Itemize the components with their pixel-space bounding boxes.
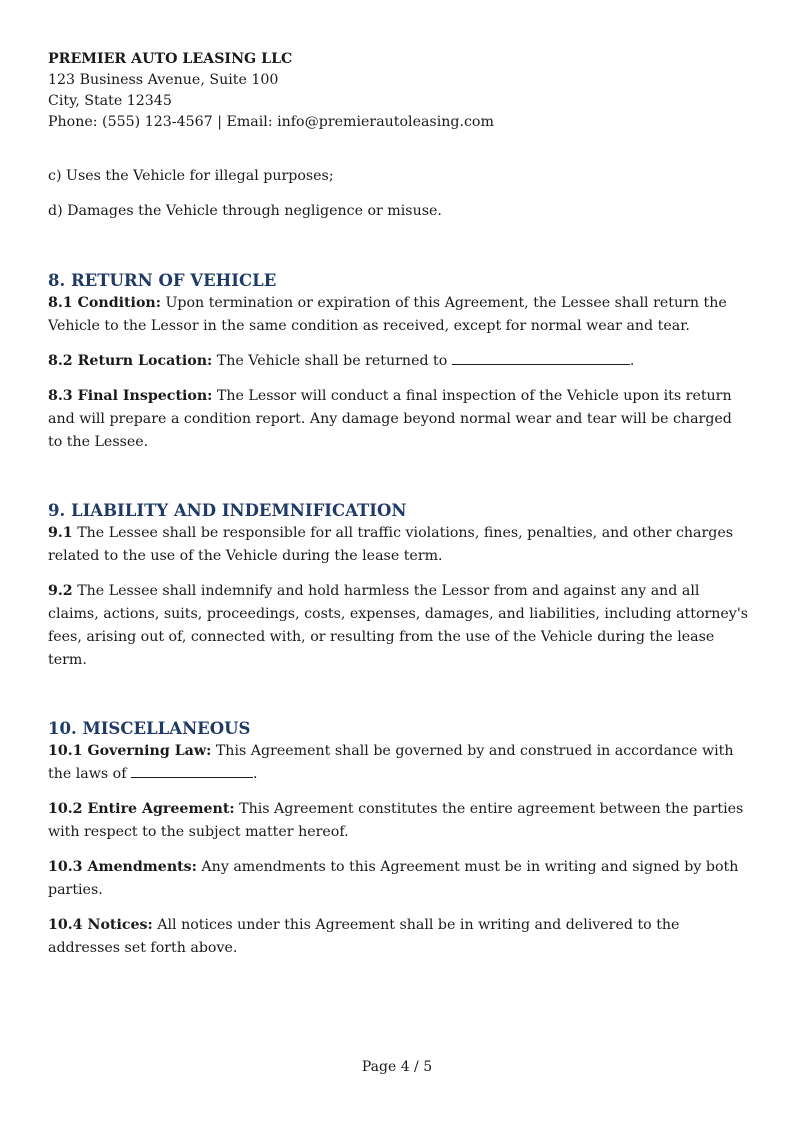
clause-10-2-label: 10.2 Entire Agreement: bbox=[48, 801, 235, 817]
clause-10-4 bbox=[48, 914, 748, 960]
clause-9-2 bbox=[48, 580, 748, 672]
clause-8-2-end: . bbox=[629, 353, 635, 369]
clause-8-2-text: The Vehicle shall be returned to bbox=[212, 353, 452, 369]
document-page bbox=[48, 49, 748, 972]
contact-line: Phone: (555) 123-4567 | Email: info@premierautoleasing.com bbox=[48, 114, 494, 130]
clause-9-2-text: The Lessee shall indemnify and hold harmless the Lessor from and against any and all claims, actions, suits, proceedings, costs, expenses, damages, and liabilities, including attorney's fees, arising out of, connected with, or resulting from the use of the Vehicle during the lease term. bbox=[48, 583, 748, 668]
clause-10-1-text: This Agreement shall be governed by and construed in accordance with the laws of bbox=[48, 743, 734, 782]
clause-d: d) Damages the Vehicle through negligence or misuse. bbox=[48, 203, 442, 219]
address-line-2: City, State 12345 bbox=[48, 93, 172, 109]
clause-8-1-label: 8.1 Condition: bbox=[48, 295, 161, 311]
clause-9-1-label: 9.1 bbox=[48, 525, 73, 541]
clause-9-2-label: 9.2 bbox=[48, 583, 73, 599]
clause-10-1-label: 10.1 Governing Law: bbox=[48, 743, 212, 759]
clause-8-1 bbox=[48, 292, 748, 338]
clause-8-2 bbox=[48, 350, 748, 373]
company-name: PREMIER AUTO LEASING LLC bbox=[48, 51, 293, 67]
address-line-1: 123 Business Avenue, Suite 100 bbox=[48, 72, 279, 88]
clause-c: c) Uses the Vehicle for illegal purposes; bbox=[48, 168, 334, 184]
clause-8-3 bbox=[48, 385, 748, 454]
governing-law-blank[interactable] bbox=[131, 764, 253, 778]
clause-8-3-label: 8.3 Final Inspection: bbox=[48, 388, 213, 404]
clause-10-4-text: All notices under this Agreement shall be in writing and delivered to the addresses set forth above. bbox=[48, 917, 680, 956]
clause-10-1-end: . bbox=[252, 766, 258, 782]
clause-10-4-label: 10.4 Notices: bbox=[48, 917, 153, 933]
clause-10-3 bbox=[48, 856, 748, 902]
letterhead bbox=[48, 49, 748, 133]
return-location-blank[interactable] bbox=[452, 351, 630, 365]
section-10-heading: 10. MISCELLANEOUS bbox=[48, 719, 251, 738]
clause-10-2-text: This Agreement constitutes the entire agreement between the parties with respect to the subject matter hereof. bbox=[48, 801, 744, 840]
clause-10-3-text: Any amendments to this Agreement must be in writing and signed by both parties. bbox=[48, 859, 739, 898]
clause-10-2 bbox=[48, 798, 748, 844]
section-8-heading: 8. RETURN OF VEHICLE bbox=[48, 271, 277, 290]
clause-9-1 bbox=[48, 522, 748, 568]
clause-8-3-text: The Lessor will conduct a final inspection of the Vehicle upon its return and will prepare a condition report. Any damage beyond normal wear and tear will be charged to the Lessee. bbox=[48, 388, 732, 450]
clause-8-1-text: Upon termination or expiration of this Agreement, the Lessee shall return the Vehicle to the Lessor in the same condition as received, except for normal wear and tear. bbox=[48, 295, 727, 334]
clause-10-1 bbox=[48, 740, 748, 786]
section-9-heading: 9. LIABILITY AND INDEMNIFICATION bbox=[48, 501, 407, 520]
clause-10-3-label: 10.3 Amendments: bbox=[48, 859, 197, 875]
clause-9-1-text: The Lessee shall be responsible for all traffic violations, fines, penalties, and other charges related to the use of the Vehicle during the lease term. bbox=[48, 525, 734, 564]
page-number: Page 4 / 5 bbox=[361, 1059, 433, 1075]
clause-8-2-label: 8.2 Return Location: bbox=[48, 353, 213, 369]
